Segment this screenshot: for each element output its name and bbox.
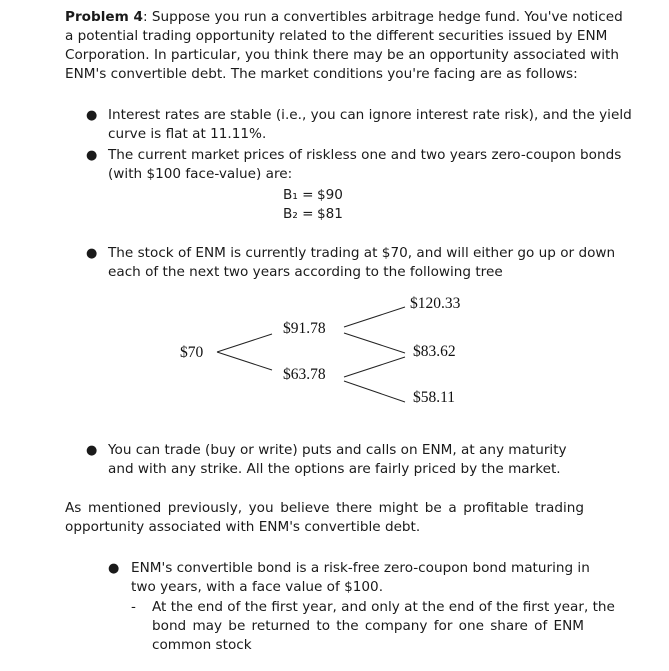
convertible-line-2: two years, with a face value of $100. — [131, 579, 384, 595]
dash-line-3: common stock — [152, 637, 252, 653]
bullet-dot-interest: ● — [86, 108, 98, 123]
bond-price-b2-value: $81 — [317, 206, 343, 222]
branch-down-up — [344, 357, 405, 377]
interest-line-2: curve is flat at 11.11%. — [108, 126, 267, 142]
stock-line-2: each of the next two years according to the following tree — [108, 264, 503, 280]
prices-line-2: (with $100 face-value) are: — [108, 166, 293, 182]
tree-year2-ud: $83.62 — [413, 343, 456, 360]
mentioned-line-2: opportunity associated with ENM's convertible debt. — [65, 519, 421, 535]
bullet-dot-options: ● — [86, 443, 98, 458]
bond-price-b1-value: $90 — [317, 187, 343, 203]
intro-line-2: a potential trading opportunity related to the different securities issued by ENM — [65, 28, 608, 44]
branch-root-down — [217, 352, 272, 370]
bullet-dot-stock: ● — [86, 246, 98, 261]
problem-label: Problem 4 — [65, 9, 143, 25]
prices-line-1: The current market prices of riskless one and two years zero-coupon bonds — [108, 147, 622, 163]
dash-marker: - — [131, 599, 136, 615]
tree-year1-down: $63.78 — [283, 366, 326, 383]
branch-up-down — [344, 333, 405, 353]
tree-year2-dd: $58.11 — [413, 389, 456, 406]
interest-line-1: Interest rates are stable (i.e., you can ignore interest rate risk), and the yield — [108, 107, 632, 123]
intro-line-3: Corporation. In particular, you think there may be an opportunity associated with — [65, 47, 619, 63]
tree-root: $70 — [180, 344, 204, 361]
branch-root-up — [217, 334, 272, 352]
binomial-tree — [0, 285, 669, 445]
options-line-1: You can trade (buy or write) puts and calls on ENM, at any maturity — [108, 442, 567, 458]
bullet-dot-prices: ● — [86, 148, 98, 163]
branch-down-down — [344, 381, 405, 402]
dash-line-2: bond may be returned to the company for one share of ENM — [152, 618, 584, 634]
bond-price-b1-label: B₁ = — [283, 187, 314, 203]
convertible-line-1: ENM's convertible bond is a risk-free zero-coupon bond maturing in — [131, 560, 590, 576]
branch-up-up — [344, 307, 405, 327]
tree-year1-up: $91.78 — [283, 320, 326, 337]
tree-year2-uu: $120.33 — [410, 295, 461, 312]
dash-line-1: At the end of the first year, and only at the end of the first year, the — [152, 599, 615, 615]
bullet-dot-convertible: ● — [108, 561, 120, 576]
options-line-2: and with any strike. All the options are fairly priced by the market. — [108, 461, 561, 477]
mentioned-line-1: As mentioned previously, you believe there might be a profitable trading — [65, 500, 584, 516]
stock-line-1: The stock of ENM is currently trading at $70, and will either go up or down — [108, 245, 616, 261]
bond-price-b2-label: B₂ = — [283, 206, 314, 222]
intro-line-1: Problem 4: Suppose you run a convertibles arbitrage hedge fund. You've noticed — [65, 9, 623, 25]
intro-line-4: ENM's convertible debt. The market conditions you're facing are as follows: — [65, 66, 578, 82]
